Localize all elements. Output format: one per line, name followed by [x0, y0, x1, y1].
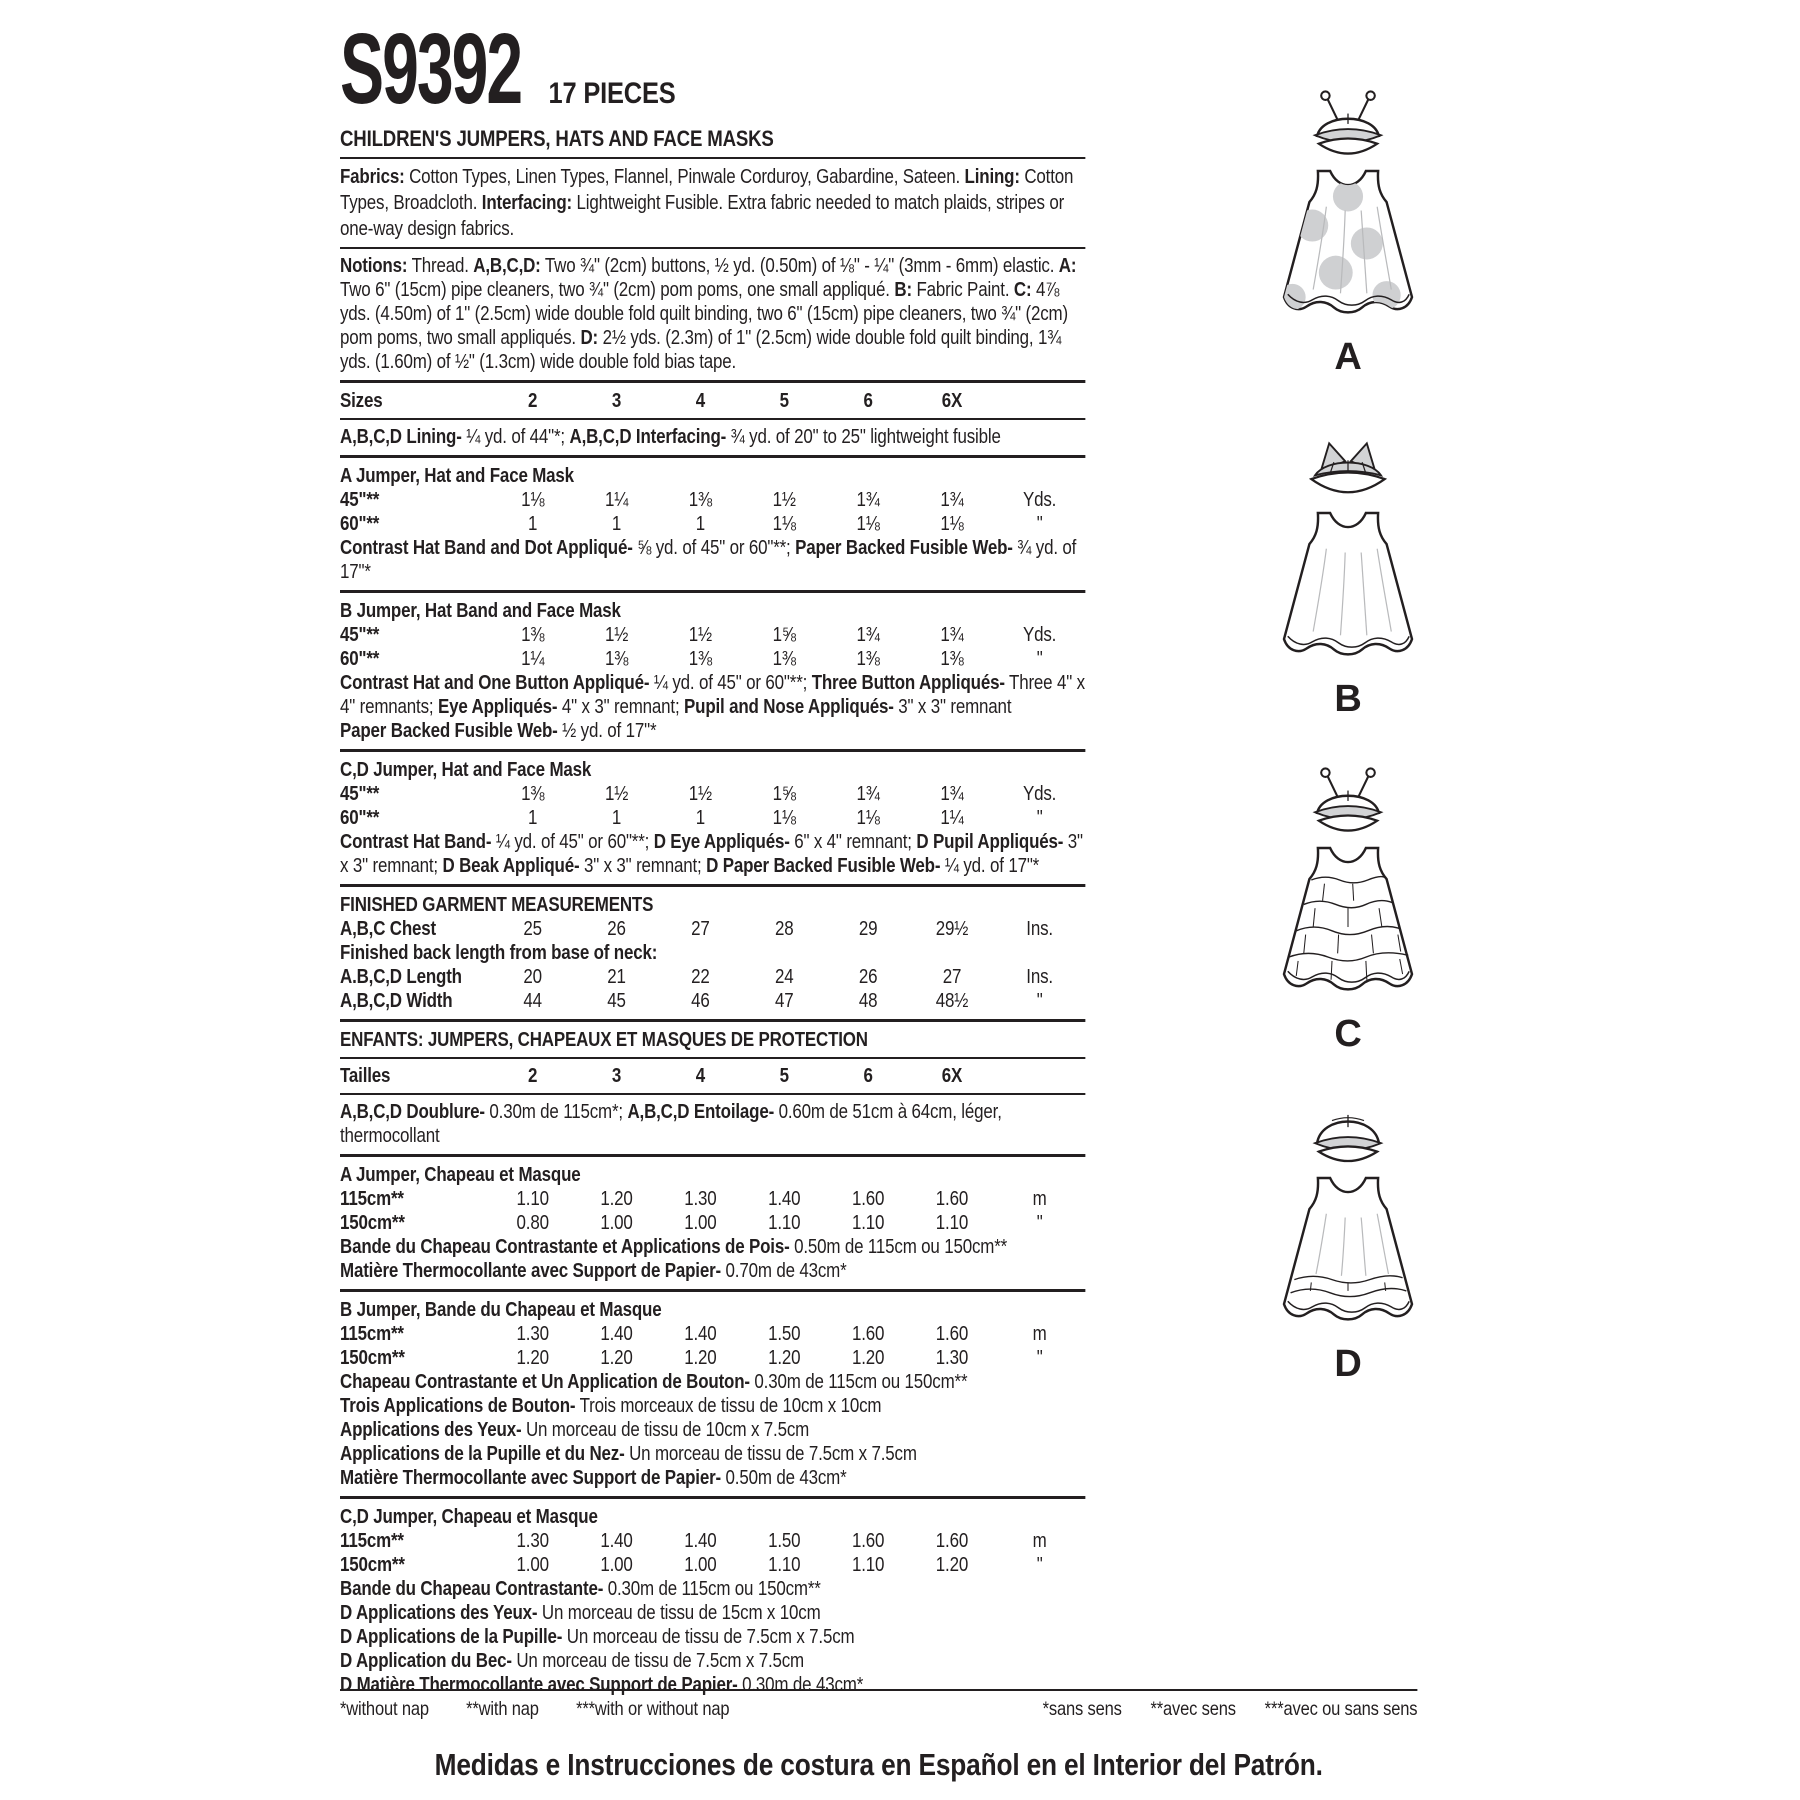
- section-note: Paper Backed Fusible Web- ½ yd. of 17"*: [340, 720, 657, 742]
- footnotes-english: [340, 1697, 729, 1721]
- view-c-illustration: [1248, 765, 1448, 1054]
- measurement-row: A,B,C Chest 25 26 27 28 29 29½ Ins.: [340, 918, 1053, 940]
- divider: [340, 1689, 1417, 1691]
- polka-dot-jumper-with-antenna-hat-icon: [1268, 88, 1428, 333]
- section-note: D Matière Thermocollante avec Support de Papier- 0.30m de 43cm*: [340, 1674, 864, 1696]
- section-note: Matière Thermocollante avec Support de Papier- 0.50m de 43cm*: [340, 1467, 847, 1489]
- antenna-hat-icon: [1315, 768, 1381, 830]
- section-heading-b-jumper-fr: B Jumper, Bande du Chapeau et Masque: [340, 1299, 662, 1321]
- main-text-column: [340, 13, 1085, 1697]
- yardage-row: 60"** 1 1 1 1⅛ 1⅛ 1¼ ": [340, 807, 1043, 829]
- divider: [340, 418, 1085, 420]
- section-note: D Applications des Yeux- Un morceau de tissu de 15cm x 10cm: [340, 1602, 821, 1624]
- tailles-header-row: Tailles 2 3 4 5 6 6X: [340, 1065, 963, 1087]
- jumper-drawing: [1284, 1178, 1412, 1319]
- divider: [340, 1289, 1085, 1292]
- jumper-drawing: [1284, 513, 1412, 654]
- view-letter: D: [1334, 1343, 1362, 1385]
- yardage-row: 45"** 1⅛ 1¼ 1⅜ 1½ 1¾ 1¾ Yds.: [340, 489, 1057, 511]
- footnote: *without nap: [340, 1698, 429, 1720]
- footnotes-french: [1043, 1697, 1418, 1721]
- metrage-row: 150cm** 0.80 1.00 1.00 1.10 1.10 1.10 ": [340, 1212, 1043, 1234]
- measurement-row: A,B,C,D Width 44 45 46 47 48 48½ ": [340, 990, 1043, 1012]
- divider: [340, 1496, 1085, 1499]
- section-note: D Application du Bec- Un morceau de tissu de 7.5cm x 7.5cm: [340, 1650, 805, 1672]
- divider: [340, 247, 1085, 249]
- section-heading-a-jumper: A Jumper, Hat and Face Mask: [340, 465, 574, 487]
- metrage-row: 115cm** 1.30 1.40 1.40 1.50 1.60 1.60 m: [340, 1323, 1047, 1345]
- cat-ear-hat-icon: [1311, 443, 1384, 492]
- view-letter: A: [1334, 336, 1362, 378]
- yardage-row: 45"** 1⅜ 1½ 1½ 1⅝ 1¾ 1¾ Yds.: [340, 624, 1057, 646]
- divider: [340, 749, 1085, 752]
- jumper-drawing: [1279, 171, 1412, 312]
- footnote: ***avec ou sans sens: [1264, 1698, 1418, 1720]
- divider: [340, 590, 1085, 593]
- document-title: CHILDREN'S JUMPERS, HATS AND FACE MASKS: [340, 126, 774, 151]
- section-note: Contrast Hat and One Button Appliqué- ¼ yd. of 45" or 60"**; Three Button Appliqués- Three 4" x 4" remnants; Eye Appliqués- 4" x 3" remnant; Pupil and Nose Appliqués- 3" x 3" remnant: [340, 672, 1085, 718]
- metrage-row: 150cm** 1.20 1.20 1.20 1.20 1.20 1.30 ": [340, 1347, 1043, 1369]
- divider: [340, 1154, 1085, 1157]
- back-length-subheading: Finished back length from base of neck:: [340, 942, 658, 964]
- yardage-row: 60"** 1 1 1 1⅛ 1⅛ 1⅛ ": [340, 513, 1043, 535]
- yardage-row: 60"** 1¼ 1⅜ 1⅜ 1⅜ 1⅜ 1⅜ ": [340, 648, 1043, 670]
- brand-row: [340, 13, 1085, 125]
- metrage-row: 115cm** 1.10 1.20 1.30 1.40 1.60 1.60 m: [340, 1188, 1047, 1210]
- section-note: Bande du Chapeau Contrastante- 0.30m de 115cm ou 150cm**: [340, 1578, 821, 1600]
- divider: [340, 455, 1085, 458]
- footnote: ***with or without nap: [576, 1698, 730, 1720]
- divider: [340, 1093, 1085, 1095]
- section-note: Bande du Chapeau Contrastante et Applications de Pois- 0.50m de 115cm ou 150cm**: [340, 1236, 1008, 1258]
- section-note: D Applications de la Pupille- Un morceau de tissu de 7.5cm x 7.5cm: [340, 1626, 855, 1648]
- fabrics-paragraph: Fabrics: Cotton Types, Linen Types, Flannel, Pinwale Corduroy, Gabardine, Sateen. Lining: Cotton Types, Broadcloth. Interfacing: Lightweight Fusible. Extra fabric needed to match plaids, stripes or one-way design fabrics.: [340, 166, 1074, 240]
- french-section-heading: ENFANTS: JUMPERS, CHAPEAUX ET MASQUES DE PROTECTION: [340, 1029, 868, 1051]
- divider: [340, 1057, 1085, 1059]
- section-note: Contrast Hat Band- ¼ yd. of 45" or 60"**; D Eye Appliqués- 6" x 4" remnant; D Pupil Appliqués- 3" x 3" remnant; D Beak Appliqué- 3" x 3" remnant; D Paper Backed Fusible Web- ¼ yd. of 17"*: [340, 831, 1083, 877]
- notions-paragraph: Notions: Thread. A,B,C,D: Two ¾" (2cm) buttons, ½ yd. (0.50m) of ⅛" - ¼" (3mm - 6mm) elastic. A: Two 6" (15cm) pipe cleaners, two ¾" (2cm) pom poms, one small appliqué. B: Fabric Paint. C: 4⅞ yds. (4.50m) of 1" (2.5cm) wide double fold quilt binding, two 6" (15cm) pipe cleaners, two ¾" (2cm) pom poms, two small appliqués. D: 2½ yds. (2.3m) of 1" (2.5cm) wide double fold quilt binding, 1¾ yds. (1.60m) of ½" (1.3cm) wide double fold bias tape.: [340, 255, 1077, 373]
- metrage-row: 115cm** 1.30 1.40 1.40 1.50 1.60 1.60 m: [340, 1530, 1047, 1552]
- footer: [340, 1684, 1417, 1783]
- divider: [340, 884, 1085, 887]
- sizes-header-row: Sizes 2 3 4 5 6 6X: [340, 390, 963, 412]
- footnote: *sans sens: [1042, 1698, 1122, 1720]
- footnote: **with nap: [466, 1698, 539, 1720]
- section-note: Applications de la Pupille et du Nez- Un morceau de tissu de 7.5cm x 7.5cm: [340, 1443, 917, 1465]
- beanie-hat-icon: [1315, 1115, 1381, 1161]
- lining-interfacing-line: A,B,C,D Lining- ¼ yd. of 44"*; A,B,C,D Interfacing- ¾ yd. of 20" to 25" lightweight fusible: [340, 426, 1001, 448]
- view-letter: C: [1334, 1013, 1362, 1055]
- view-letter: B: [1334, 678, 1362, 720]
- section-heading-b-jumper: B Jumper, Hat Band and Face Mask: [340, 600, 621, 622]
- pieces-count: 17 PIECES: [548, 77, 676, 110]
- antenna-hat-icon: [1315, 91, 1381, 153]
- finished-measurements-heading: FINISHED GARMENT MEASUREMENTS: [340, 894, 654, 916]
- section-heading-cd-jumper-fr: C,D Jumper, Chapeau et Masque: [340, 1506, 598, 1528]
- section-heading-cd-jumper: C,D Jumper, Hat and Face Mask: [340, 759, 592, 781]
- footnote: **avec sens: [1150, 1698, 1236, 1720]
- section-heading-a-jumper-fr: A Jumper, Chapeau et Masque: [340, 1164, 581, 1186]
- doublure-line: A,B,C,D Doublure- 0.30m de 115cm*; A,B,C,D Entoilage- 0.60m de 51cm à 64cm, léger, thermocollant: [340, 1101, 1002, 1147]
- divider: [340, 1019, 1085, 1022]
- plain-jumper-with-cat-ear-hat-icon: [1268, 430, 1428, 675]
- hem-ruffle-jumper-with-beanie-hat-icon: [1268, 1095, 1428, 1340]
- divider: [340, 380, 1085, 383]
- view-b-illustration: [1248, 430, 1448, 719]
- measurement-row: A.B,C,D Length 20 21 22 24 26 27 Ins.: [340, 966, 1053, 988]
- section-note: Matière Thermocollante avec Support de Papier- 0.70m de 43cm*: [340, 1260, 847, 1282]
- spanish-note: Medidas e Instrucciones de costura en Español en el Interior del Patrón.: [434, 1747, 1323, 1782]
- tiered-jumper-with-antenna-hat-icon: [1268, 765, 1428, 1010]
- section-note: Applications des Yeux- Un morceau de tissu de 10cm x 7.5cm: [340, 1419, 810, 1441]
- section-note: Trois Applications de Bouton- Trois morceaux de tissu de 10cm x 10cm: [340, 1395, 882, 1417]
- yardage-row: 45"** 1⅜ 1½ 1½ 1⅝ 1¾ 1¾ Yds.: [340, 783, 1057, 805]
- jumper-drawing: [1284, 848, 1412, 989]
- section-note: Chapeau Contrastante et Un Application de Bouton- 0.30m de 115cm ou 150cm**: [340, 1371, 968, 1393]
- metrage-row: 150cm** 1.00 1.00 1.00 1.10 1.10 1.20 ": [340, 1554, 1043, 1576]
- view-d-illustration: [1248, 1095, 1448, 1384]
- view-a-illustration: [1248, 88, 1448, 377]
- section-note: Contrast Hat Band and Dot Appliqué- ⅝ yd. of 45" or 60"**; Paper Backed Fusible Web- ¾ yd. of 17"*: [340, 537, 1077, 583]
- divider: [340, 157, 1085, 159]
- pattern-number: S9392: [340, 13, 522, 125]
- footnotes-row: [340, 1697, 1417, 1721]
